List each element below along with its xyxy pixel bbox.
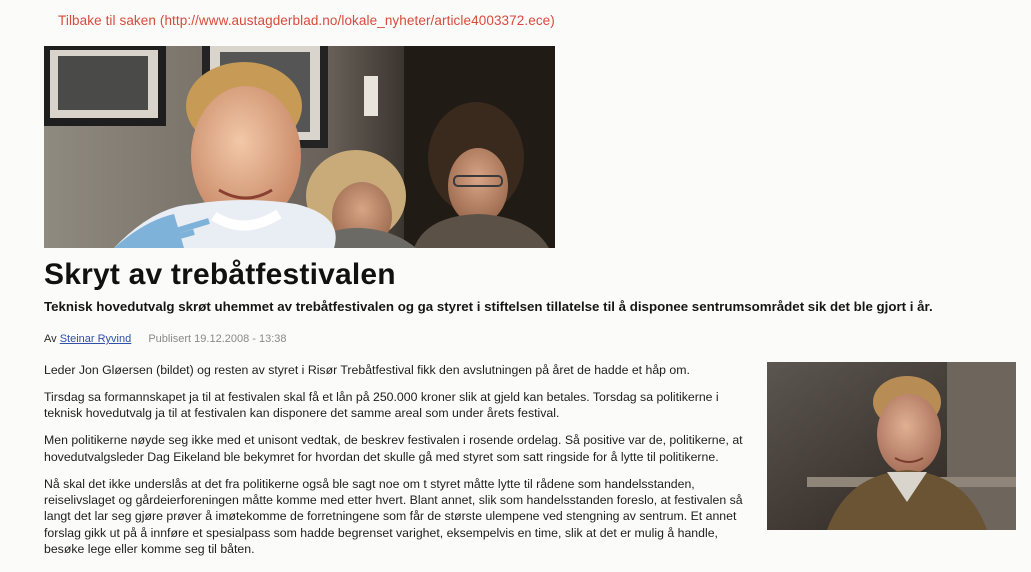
published-date: Publisert 19.12.2008 - 13:38 bbox=[148, 333, 287, 345]
hero-photo bbox=[44, 46, 555, 248]
portrait-photo bbox=[767, 362, 1016, 530]
back-to-article-link[interactable]: Tilbake til saken (http://www.austagderblad.no/lokale_nyheter/article4003372.ece) bbox=[58, 13, 555, 28]
body-paragraph: Men politikerne nøyde seg ikke med et unisont vedtak, de beskrev festivalen i rosende ordelag. Så positive var de, politikerne, at hovedutvalgsleder Dag Eikeland ble bekymret for hvordan det skulle gå med styret som satt ringside for å lytte til politikerne. bbox=[44, 433, 743, 464]
body-paragraph: Tirsdag sa formannskapet ja til at festivalen skal få et lån på 250.000 kroner slik at gjeld kan betales. Torsdag sa politikerne i teknisk hovedutvalg ja til at festivalen kan disponere det samme areal som under årets festival. bbox=[44, 389, 719, 421]
byline bbox=[44, 333, 287, 345]
body-paragraph: Leder Jon Gløersen (bildet) og resten av styret i Risør Trebåtfestival fikk den avslutningen på året de hadde et håp om. bbox=[44, 363, 690, 377]
author-link[interactable]: Steinar Ryvind bbox=[59, 333, 132, 345]
byline-prefix: Av bbox=[44, 333, 57, 345]
body-paragraph: Nå skal det ikke underslås at det fra politikerne også ble sagt noe om t styret måtte lytte til rådene som handelsstanden, reiselivslaget og gårdeierforeningen måtte komme med etter hvert. Blant annet, slik som handelsstanden foreslo, at festivalen så langt det lar seg gjøre prøver å imøtekomme de forretningene som får de største ulempene ved stengning av sentrum. Et annet forslag gikk ut på å innføre et spesialpass som hadde begrenset varighet, eksempelvis en time, slik at det er mulig å handle, besøke lege eller komme seg til båten. bbox=[44, 476, 743, 557]
article-title: Skryt av trebåtfestivalen bbox=[44, 258, 396, 291]
article-body bbox=[44, 362, 754, 568]
article-lead: Teknisk hovedutvalg skrøt uhemmet av trebåtfestivalen og ga styret i stiftelsen tillatelse til å disponee sentrumsområdet sik det ble gjort i år. bbox=[44, 299, 933, 314]
